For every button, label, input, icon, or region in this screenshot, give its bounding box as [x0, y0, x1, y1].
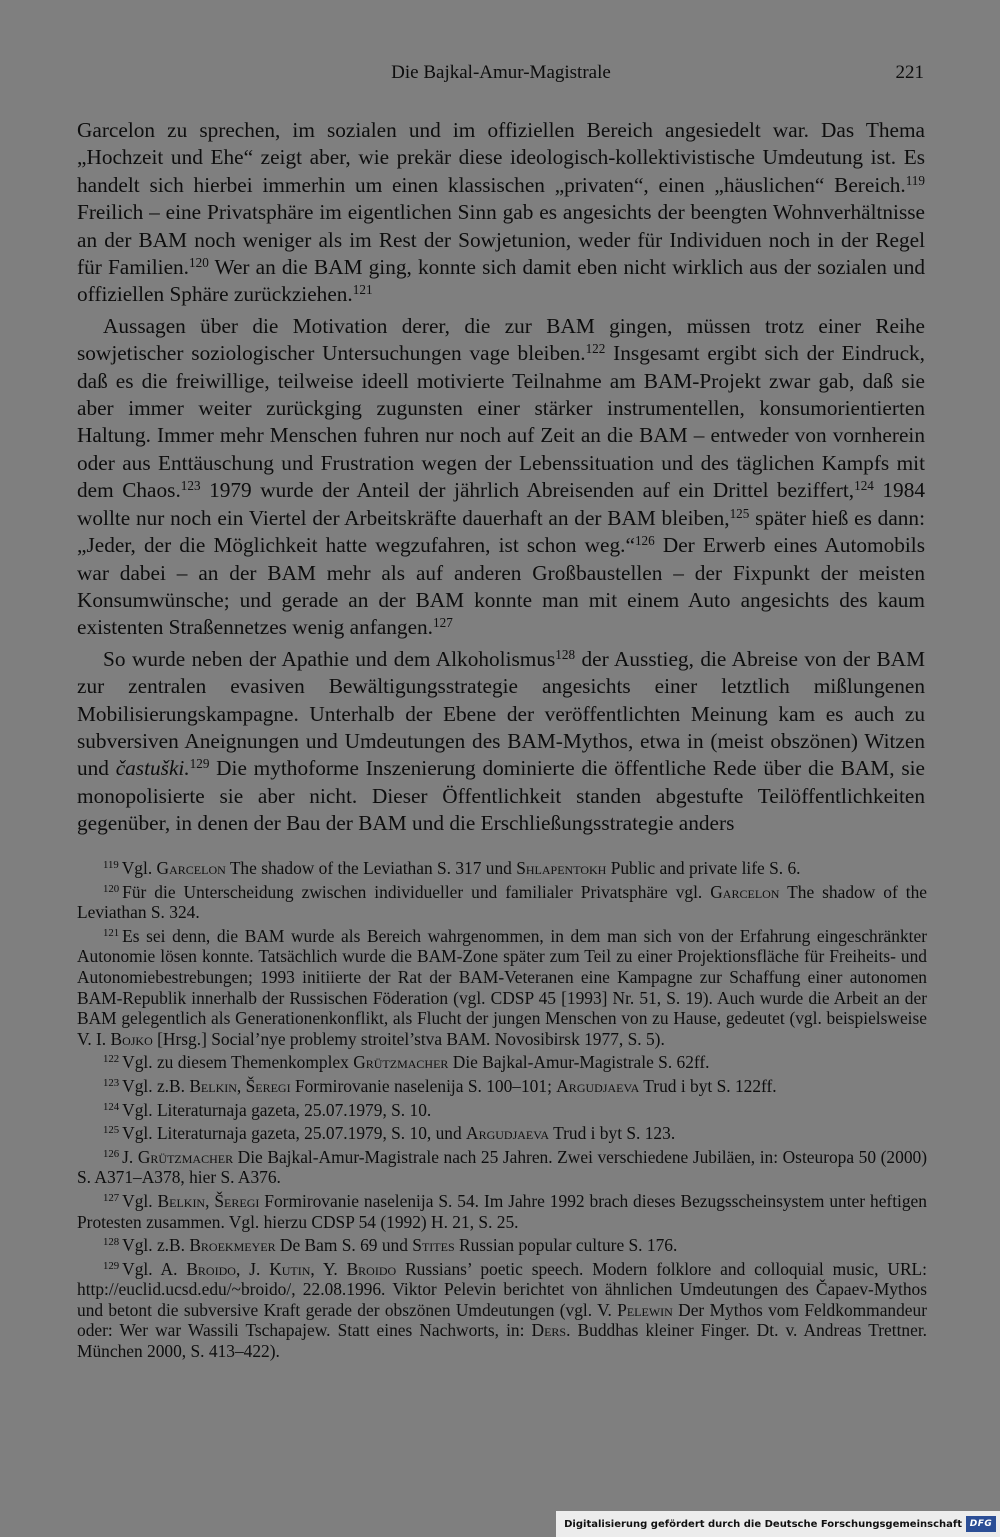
footnote-ref: 126 [634, 532, 655, 548]
footnote [77, 926, 927, 1050]
text-run: Buddhas kleiner Finger. Dt. v. Andreas Trettner. München 2000, S. 413–422). [77, 1320, 928, 1362]
footnote-ref: 128 [555, 646, 576, 662]
text-run: , Y. [310, 1258, 347, 1279]
text-run: Freilich – eine Privatsphäre im eigentlichen Sinn gab es angesichts der beengten Wohnverhältnisse an der BAM noch weniger als im Rest der Sowjetunion, weder für Individuen noch in der Regel für Familien. [77, 200, 925, 280]
page-number: 221 [895, 62, 924, 83]
author-name: Broekmeyer [189, 1235, 276, 1256]
text-run: Für die Unterscheidung zwischen individueller und familialer Privatsphäre vgl. [122, 881, 711, 902]
footnote-ref: 127 [433, 615, 453, 631]
text-run: Trud i byt S. 123. [549, 1123, 676, 1144]
author-name: Kutin [269, 1258, 311, 1279]
text-run: , J. [235, 1258, 270, 1279]
text-run: Vgl. [122, 1190, 158, 1211]
text-run: Russian popular culture S. 176. [454, 1235, 678, 1256]
footnote-number: 129 [103, 1259, 120, 1272]
footnote [77, 1191, 927, 1232]
footnote-number: 122 [103, 1053, 120, 1066]
footnote [77, 1235, 927, 1256]
text-run: [Hrsg.] Social’nye problemy stroitel’stva BAM. Novosibirsk 1977, S. 5). [152, 1028, 665, 1049]
text-run: Wer an die BAM ging, konnte sich damit eben nicht wirklich aus der sozialen und offiziellen Sphäre zurückziehen. [77, 255, 926, 307]
text-run: Aussagen über die Motivation derer, die zur BAM gingen, müssen trotz einer Reihe sowjetischer soziologischer Untersuchungen vage bleiben. [77, 313, 925, 366]
footnote [77, 1147, 927, 1188]
running-title: Die Bajkal-Amur-Magistrale [391, 62, 611, 83]
author-name: Bojko [110, 1028, 153, 1049]
footnote-number: 120 [103, 882, 120, 895]
footnote-number: 125 [103, 1124, 120, 1137]
footnote [77, 882, 927, 923]
footnote [77, 1076, 927, 1097]
text-run: Die Bajkal-Amur-Magistrale nach 25 Jahren. Zwei verschiedene Jubiläen, in: Osteuropa 50 (2000) S. A371–A378, hier S. A376. [77, 1146, 927, 1188]
author-name: Belkin, Šeregi [157, 1190, 260, 1211]
text-run: Die Bajkal-Amur-Magistrale S. 62ff. [448, 1052, 710, 1073]
footnote-number: 119 [103, 859, 119, 872]
footnote-ref: 124 [854, 478, 874, 494]
funding-text: Digitalisierung gefördert durch die Deutsche Forschungsgemeinschaft [564, 1518, 962, 1530]
author-name: Argudjaeva [556, 1075, 640, 1096]
text-run: Trud i byt S. 122ff. [639, 1075, 777, 1096]
text-run: The shadow of the Leviathan S. 324. [77, 881, 927, 923]
text-run: später hieß es dann: „Jeder, der die Möglichkeit hatte wegzufahren, ist schon weg.“ [77, 505, 925, 558]
footnote [77, 1123, 927, 1144]
author-name: Argudjaeva [466, 1123, 550, 1144]
footnote [77, 858, 927, 879]
footnote-number: 127 [103, 1191, 120, 1204]
text-run: Der Erwerb eines Automobils war dabei – an der BAM mehr als auf anderen Großbaustellen – der Fixpunkt der meisten Konsumwünsche; und gerade an der BAM konnte man mit einem Auto angesichts des kaum existenten Straßennetzes wenig anfangen. [77, 533, 925, 640]
text-run: Der Mythos vom Feldkommandeur oder: Wer war Wassili Tschapajew. Statt eines Nachworts, in: [77, 1299, 928, 1341]
text-run: Formirovanie naselenija S. 54. Im Jahre 1992 brach dieses Bezugsscheinsystem unter heftigen Protesten zusammen. Vgl. hierzu CDSP 54 (1992) H. 21, S. 25. [77, 1190, 927, 1232]
footnotes [77, 858, 927, 1365]
author-name: Stites [412, 1235, 455, 1256]
text-run: 1979 wurde der Anteil der jährlich Abreisenden auf ein Drittel beziffert, [200, 478, 855, 503]
footnote [77, 1100, 927, 1121]
footnote [77, 1259, 927, 1362]
text-run: Vgl. z.B. [122, 1235, 190, 1256]
text-run: De Bam S. 69 und [275, 1235, 413, 1256]
text-run: Russians’ poetic speech. Modern folklore and colloquial music, URL: http://euclid.ucsd.edu/~broido/, 22.08.1996. Viktor Pelevin berichtet von ähnlichen Umdeutungen des Čapaev-Mythos und betont die subversive Kraft gerade der obszönen Umdeutungen (vgl. V. [77, 1258, 927, 1320]
author-name: Broido [186, 1258, 236, 1279]
text-run: 1984 wollte nur noch ein Viertel der Arbeitskräfte dauerhaft an der BAM bleiben, [77, 478, 926, 530]
body-text [77, 117, 925, 838]
text-run: Formirovanie naselenija S. 100–101; [290, 1075, 557, 1096]
author-name: Garcelon [156, 858, 226, 878]
author-name: Grützmacher [353, 1052, 449, 1073]
footnote-number: 128 [103, 1236, 120, 1249]
author-name: Ders. [531, 1320, 571, 1341]
text-run: Die mythoforme Inszenierung dominierte die öffentliche Rede über die BAM, sie monopolisierte sie aber nicht. Dieser Öffentlichkeit standen abgestufte Teilöffentlichkeiten gegenüber, in denen der Bau der BAM und die Erschließungsstrategie anders [77, 756, 925, 836]
footnote-ref: 120 [189, 254, 209, 270]
text-run: Vgl. zu diesem Themenkomplex [122, 1052, 354, 1073]
author-name: Broido [346, 1258, 397, 1279]
italic-term: častuški. [115, 756, 190, 781]
author-name: Grützmacher [137, 1146, 234, 1167]
footnote-ref: 119 [905, 172, 925, 188]
footnote [77, 1052, 927, 1073]
footnote-ref: 125 [729, 505, 750, 521]
footnote-ref: 122 [585, 341, 606, 356]
footnote-number: 123 [103, 1077, 120, 1090]
text-run: Vgl. A. [122, 1258, 187, 1279]
author-name: Pelewin [617, 1299, 673, 1320]
text-run: Vgl. [121, 858, 157, 878]
body-paragraph [77, 646, 925, 838]
text-run: The shadow of the Leviathan S. 317 und [225, 858, 517, 878]
body-paragraph [77, 313, 925, 642]
body-paragraph [77, 117, 925, 309]
footnote-ref: 123 [180, 478, 201, 494]
footnote-number: 121 [103, 926, 120, 939]
text-run: Vgl. Literaturnaja gazeta, 25.07.1979, S. 10. [122, 1099, 432, 1120]
text-run: Vgl. z.B. [122, 1075, 190, 1096]
footnote-number: 124 [103, 1100, 120, 1113]
text-run: So wurde neben der Apathie und dem Alkoholismus [103, 646, 556, 671]
author-name: Shlapentokh [516, 858, 607, 878]
footnote-ref: 129 [189, 756, 210, 772]
text-run: Es sei denn, die BAM wurde als Bereich wahrgenommen, in dem man sich von der Erfahrung eingeschränkter Autonomie lösen konnte. Tatsächlich wurde die BAM-Zone später zum Teil zu einer Projektionsfläche für Freiheits- und Autonomiebestrebungen; 1993 initiierte der Rat der BAM-Veteranen eine Kampagne zur Schaffung einer autonomen BAM-Republik innerhalb der Russischen Föderation (vgl. CDSP 45 [1993] Nr. 51, S. 19). Auch wurde die Arbeit an der BAM gelegentlich als Generationenkonflikt, als Flucht der jungen Menschen von zu Hause, gedeutet (vgl. beispielsweise V. I. [77, 925, 927, 1049]
text-run: Insgesamt ergibt sich der Eindruck, daß es die freiwillige, teilweise ideell motivierte Teilnahme am BAM-Projekt zwar gab, daß sie aber immer weiter zurückging zugunsten einer stärker instrumentellen, konsumorientierten Haltung. Immer mehr Menschen fuhren nur noch auf Zeit an die BAM – entweder von vornherein oder aus Enttäuschung und Frustration wegen der Lebenssituation und des täglichen Kampfs mit dem Chaos. [77, 341, 925, 503]
dfg-funding-banner [556, 1511, 1000, 1537]
footnote-ref: 121 [352, 282, 373, 298]
author-name: Belkin, Šeregi [189, 1075, 291, 1096]
footnote-number: 126 [103, 1147, 120, 1160]
dfg-logo-icon: DFG [966, 1516, 996, 1532]
text-run: Garcelon zu sprechen, im sozialen und im offiziellen Bereich angesiedelt war. Das Thema „Hochzeit und Ehe“ zeigt aber, wie prekär diese ideologisch-kollektivistische Umdeutung ist. Es handelt sich hierbei immerhin um einen klassischen „privaten“, einen „häuslichen“ Bereich. [77, 118, 925, 197]
text-run: der Ausstieg, die Abreise von der BAM zur zentralen evasiven Bewältigungsstrategie angesichts einer letztlich mißlungenen Mobilisierungskampagne. Unterhalb der Ebene der veröffentlichten Meinung kam es auch zu subversiven Aneignungen und Umdeutungen des BAM-Mythos, etwa in (meist obszönen) Witzen und [77, 646, 926, 781]
text-run: Public and private life S. 6. [606, 858, 801, 878]
author-name: Garcelon [710, 881, 780, 902]
text-run: J. [122, 1146, 138, 1167]
running-header [78, 62, 924, 88]
text-run: Vgl. Literaturnaja gazeta, 25.07.1979, S. 10, und [122, 1123, 467, 1144]
